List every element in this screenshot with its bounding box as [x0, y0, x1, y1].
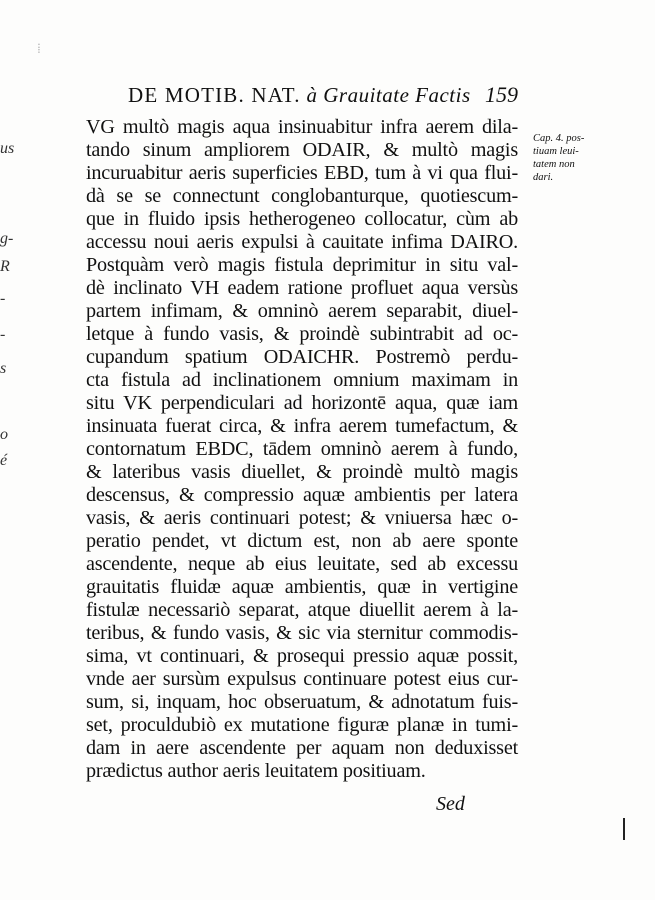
text-line: & lateribus vasis diuellet, & proindè multò magis — [86, 461, 518, 483]
text-line: dam in aere ascendente per aquam non deduxisset — [86, 737, 518, 759]
marginal-note — [533, 132, 613, 184]
text-line: accessu noui aeris expulsi à cauitate infima DAIRO. — [86, 231, 518, 253]
gutter-mark: us — [0, 140, 15, 157]
text-line: grauitatis fluidæ aquæ ambientis, quæ in vertigine — [86, 576, 518, 598]
text-line: sima, vt continuari, & prosequi pressio aquæ possit, — [86, 645, 518, 667]
text-line: teribus, & fundo vasis, & sic via sternitur commodis- — [86, 622, 518, 644]
text-line: ascendente, neque ab eius leuitate, sed ab excessu — [86, 553, 518, 575]
gutter-mark: g- — [0, 230, 14, 247]
gutter-mark: é — [0, 452, 8, 469]
facing-page-gutter — [0, 130, 14, 470]
gutter-mark: R — [0, 258, 10, 275]
text-line: insinuata fuerat circa, & infra aerem tumefactum, & — [86, 415, 518, 437]
page-edge-mark — [623, 818, 625, 840]
text-line: vasis, & aeris continuari potest; & vniuersa hæc o- — [86, 507, 518, 529]
text-line: descensus, & compressio aquæ ambientis per latera — [86, 484, 518, 506]
text-line: cupandum spatium ODAICHR. Postremò perdu- — [86, 346, 518, 368]
bleed-through-mark: ⁞ — [37, 42, 41, 57]
text-line: dà se se connectunt conglobanturque, quotiescum- — [86, 185, 518, 207]
text-line: prædictus author aeris leuitatem positiuam. — [86, 760, 426, 782]
text-line: vnde aer sursùm expulsus continuare potest eius cur- — [86, 668, 518, 690]
text-line: fistulæ necessariò separat, atque diuellit aerem à la- — [86, 599, 518, 621]
catchword: Sed — [436, 793, 465, 815]
running-head-subtitle: à Grauitate Factis — [306, 83, 471, 107]
text-line: contornatum EBDC, tādem omninò aerem à fundo, — [86, 438, 518, 460]
page-number: 159 — [485, 82, 518, 107]
text-line: situ VK perpendiculari ad horizontē aqua, quæ iam — [86, 392, 518, 414]
text-line: letque à fundo vasis, & proindè subintrabit ad oc- — [86, 323, 518, 345]
text-line: Postquàm verò magis fistula deprimitur in situ val- — [86, 254, 518, 276]
text-line: que in fluido ipsis hetherogeneo collocatur, cùm ab — [86, 208, 518, 230]
text-line: VG multò magis aqua insinuabitur infra aerem dila- — [86, 116, 518, 138]
page-header — [128, 82, 518, 112]
marginal-note-line: tiuam leui- — [533, 146, 579, 157]
gutter-mark: o — [0, 426, 8, 443]
gutter-mark: - — [0, 290, 6, 307]
marginal-note-line: tatem non — [533, 159, 575, 170]
gutter-mark: - — [0, 326, 6, 343]
text-line: cta fistula ad inclinationem omnium maximam in — [86, 369, 518, 391]
text-line: partem infimam, & omninò aerem separabit, diuel- — [86, 300, 518, 322]
running-head-title: DE MOTIB. NAT. — [128, 83, 301, 107]
text-line: tando sinum ampliorem ODAIR, & multò magis — [86, 139, 518, 161]
text-line: peratio pendet, vt dictum est, non ab aere sponte — [86, 530, 518, 552]
text-line: incuruabitur aeris superficies EBD, tum à vi qua flui- — [86, 162, 518, 184]
marginal-note-line: dari. — [533, 172, 554, 183]
body-text — [86, 116, 518, 783]
running-head — [128, 83, 471, 108]
text-line: set, proculdubiò ex mutatione figuræ planæ in tumi- — [86, 714, 518, 736]
text-line: sum, si, inquam, hoc obseruatum, & adnotatum fuis- — [86, 691, 518, 713]
gutter-mark: s — [0, 360, 7, 377]
marginal-note-line: Cap. 4. pos- — [533, 133, 585, 144]
text-line: dè inclinato VH eadem ratione profluet aqua versùs — [86, 277, 518, 299]
